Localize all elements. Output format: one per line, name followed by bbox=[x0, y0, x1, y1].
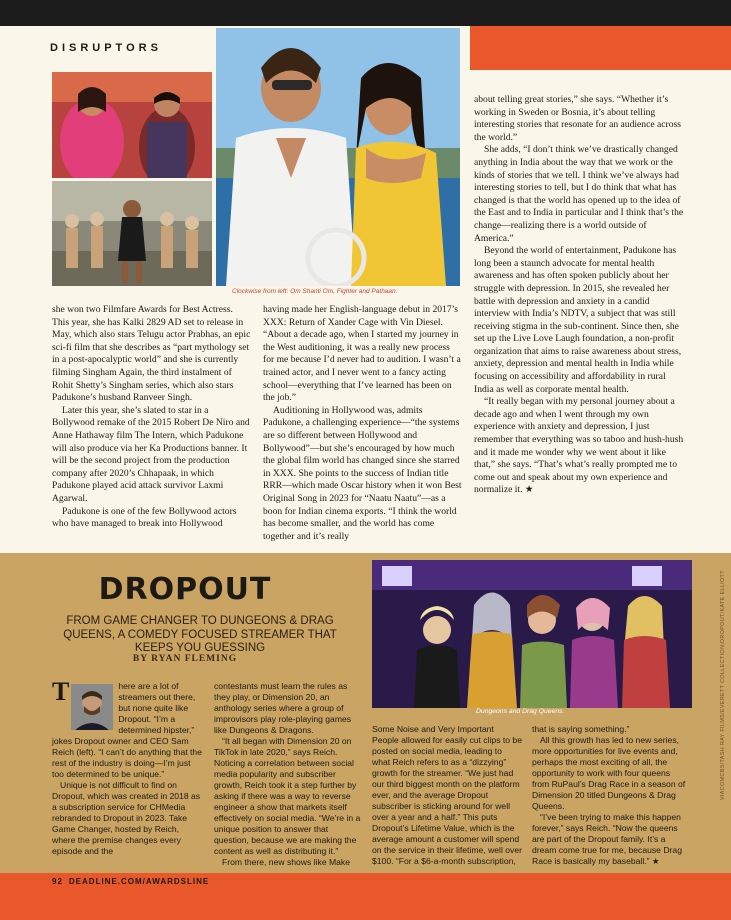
dropout-paragraph: From there, new shows like Make bbox=[222, 857, 350, 867]
dropout-paragraph: Some Noise and Very Important People allowed for easily cut clips to be posted on social media, leading to what Reich refers to as a “dizzying” growth for the streamer. “We just had our third biggest month on the platform ever, and the average Dropout subscriber is sticking around for well over a year and a half.” This puts Dropout’s Lifetime Value, which is the average amount a customer will spend on the service in their lifetime, well over $100. “For a $6-a-month subscription, bbox=[372, 724, 522, 866]
dropout-photo-caption: Dungeons and Drag Queens. bbox=[476, 708, 565, 715]
dropout-column-3 bbox=[372, 724, 522, 867]
footer-site-link[interactable]: DEADLINE.COM/AWARDSLINE bbox=[68, 877, 210, 886]
article-paragraph: She adds, “I don’t think we’ve drastically changed anything in India about the way that we work or the kinds of stories that we tell. I think we’ve always had interesting stories to tell, but I do think that what has changed is that the world has opened up to the idea of the East and to India in particular and I think that’s the change—realizing there is a world outside of America.” bbox=[474, 144, 684, 244]
article-paragraph: Padukone is one of the few Bollywood actors who have managed to break into Hollywood bbox=[52, 505, 237, 530]
page-footer bbox=[52, 877, 209, 886]
dropout-column-4 bbox=[532, 724, 688, 867]
dungeons-drag-queens-photo bbox=[372, 560, 692, 708]
dropout-paragraph: Unique is not difficult to find on Dropout, which was created in 2018 as a subscription service for CHMedia rebranded to Dropout in 2023. Take Game Changer, hosted by Reich, where the premise changes every episode and the bbox=[52, 780, 201, 856]
dropout-paragraph: “I’ve been trying to make this happen forever,” says Reich. “Now the queens are part of the Dropout family. It’s a dream come true for me, because Drag Race is basically my baseball.” ★ bbox=[532, 812, 682, 866]
section-label: DISRUPTORS bbox=[50, 42, 162, 54]
dropout-paragraph: that is saying something.” bbox=[532, 724, 630, 734]
dropout-paragraph: All this growth has led to new series, more opportunities for live events and, perhaps the most exciting of all, the opportunity to work with four queens from RuPaul’s Drag Race in a season of Dimension 20 titled Dungeons & Drag Queens. bbox=[532, 735, 686, 811]
top-photo-caption: Clockwise from left: Om Shanti Om, Fighter and Pathaan. bbox=[232, 288, 398, 295]
photo-credit bbox=[712, 570, 726, 800]
article-column-3 bbox=[474, 94, 684, 497]
dropout-column-1 bbox=[52, 677, 202, 857]
article-paragraph: having made her English-language debut in 2017’s XXX: Return of Xander Cage with Vin Diesel. “About a decade ago, when I started my journey in the West auditioning, it was a really new process for me because I’d never had to audition. I wasn’t a trained actor, and I never went to a fancy acting school—everything that I’ve learned has been on the job.” bbox=[263, 304, 461, 404]
fighter-photo bbox=[216, 28, 460, 286]
photo-credit-text: VIACOMCBS/TASH RAY FILMS/EVERETT COLLECTION;DROPOUT/KATE ELLIOTT bbox=[720, 570, 726, 800]
page-number: 92 bbox=[52, 877, 63, 886]
dropout-byline: BY RYAN FLEMING bbox=[132, 654, 238, 664]
sam-reich-headshot bbox=[71, 684, 113, 730]
article-paragraph: Later this year, she’s slated to star in a Bollywood remake of the 2015 Robert De Niro and Anne Hathaway film The Intern, which Padukone will also produce via her Ka Productions banner. It will be the second project from the production company after 2020’s Chhapaak, in which Padukone played acid attack survivor Laxmi Agarwal. bbox=[52, 404, 250, 504]
pathaan-photo bbox=[52, 181, 212, 286]
article-paragraph: Auditioning in Hollywood was, admits Padukone, a challenging experience—“the systems are so different between Hollywood and Bollywood”—but she’s encouraged by how much the global film world has changed since she starred in XXX. She points to the success of Indian title RRR—which made Oscar history when it won Best Original Song in 2023 for “Naatu Naatu”—as a boon for Indian cinema exports. “I think the world has become smaller, and the world has come together and it’s really bbox=[263, 404, 462, 542]
dropout-paragraph: “It all began with Dimension 20 on TikTok in late 2020,” says Reich. Noticing a correlation between social media popularity and subscriber growth, Reich took it a step further by asking if there was a way to reverse engineer a show that markets itself effectively on social media. “We’re in a unique position to answer that question, because we are making the content as well as distributing it.” bbox=[214, 736, 361, 856]
top-black-bar bbox=[0, 0, 731, 26]
article-paragraph: Beyond the world of entertainment, Padukone has long been a staunch advocate for mental health awareness and has often spoken publicly about her struggle with depression. In 2015, she revealed her battle with depression and anxiety in a candid interview with India’s NDTV, a subject that was still receiving stigma in the sub-continent. Since then, she set up the Live Love Laugh foundation, a non-profit organization that aims to raise awareness about stress, anxiety, depression and mental health in India while focusing on accessibility and affordability in rural India as well as corporate mental health. bbox=[474, 245, 682, 395]
dropout-paragraph: contestants must learn the rules as they play, or Dimension 20, an anthology series where a group of improvisors play role-playing games like Dungeons & Dragons. bbox=[214, 681, 352, 735]
dropout-column-2 bbox=[214, 681, 364, 868]
om-shanti-om-photo bbox=[52, 72, 212, 178]
article-column-1 bbox=[52, 304, 252, 531]
top-orange-accent bbox=[470, 26, 731, 70]
article-paragraph: “It really began with my personal journey about a decade ago and when I went through my own experience with anxiety and depression, I just remember that everything was so taboo and hush-hush and it made me wonder why we went about it like that,” she says. “That’s what’s really prompted me to come out and speak about my own experience and normalize it. ★ bbox=[474, 396, 684, 496]
dropout-deck: FROM GAME CHANGER TO DUNGEONS & DRAG QUEENS, A COMEDY FOCUSED STREAMER THAT KEEPS YOU GUESSING bbox=[63, 615, 337, 654]
article-paragraph: about telling great stories,” she says. “Whether it’s working in Sweden or Bosnia, it’s about telling interesting stories that resonate for an audience across the world.” bbox=[474, 94, 681, 143]
dropout-lead-text: here are a lot of streamers out there, but none quite like Dropout. “I’m a determined hipster,” jokes Dropout owner and CEO Sam Reich (left). “I can’t do anything that the rest of the industry is doing—I’m just too determined to be unique.” bbox=[52, 681, 202, 779]
drop-cap: T bbox=[52, 677, 70, 706]
article-column-2 bbox=[263, 304, 463, 543]
article-paragraph: she won two Filmfare Awards for Best Actress. This year, she has Kalki 2829 AD set to release in May, which also stars Telugu actor Prabhas, an epic sci-fi film that she describes as “part mythology set in a post-apocalyptic world” and she is currently filming Singham Again, the third instalment of Rohit Shetty’s Singham series, which also stars Padukone’s husband Ranveer Singh. bbox=[52, 304, 251, 404]
dropout-title: DROPOUT bbox=[98, 572, 272, 607]
